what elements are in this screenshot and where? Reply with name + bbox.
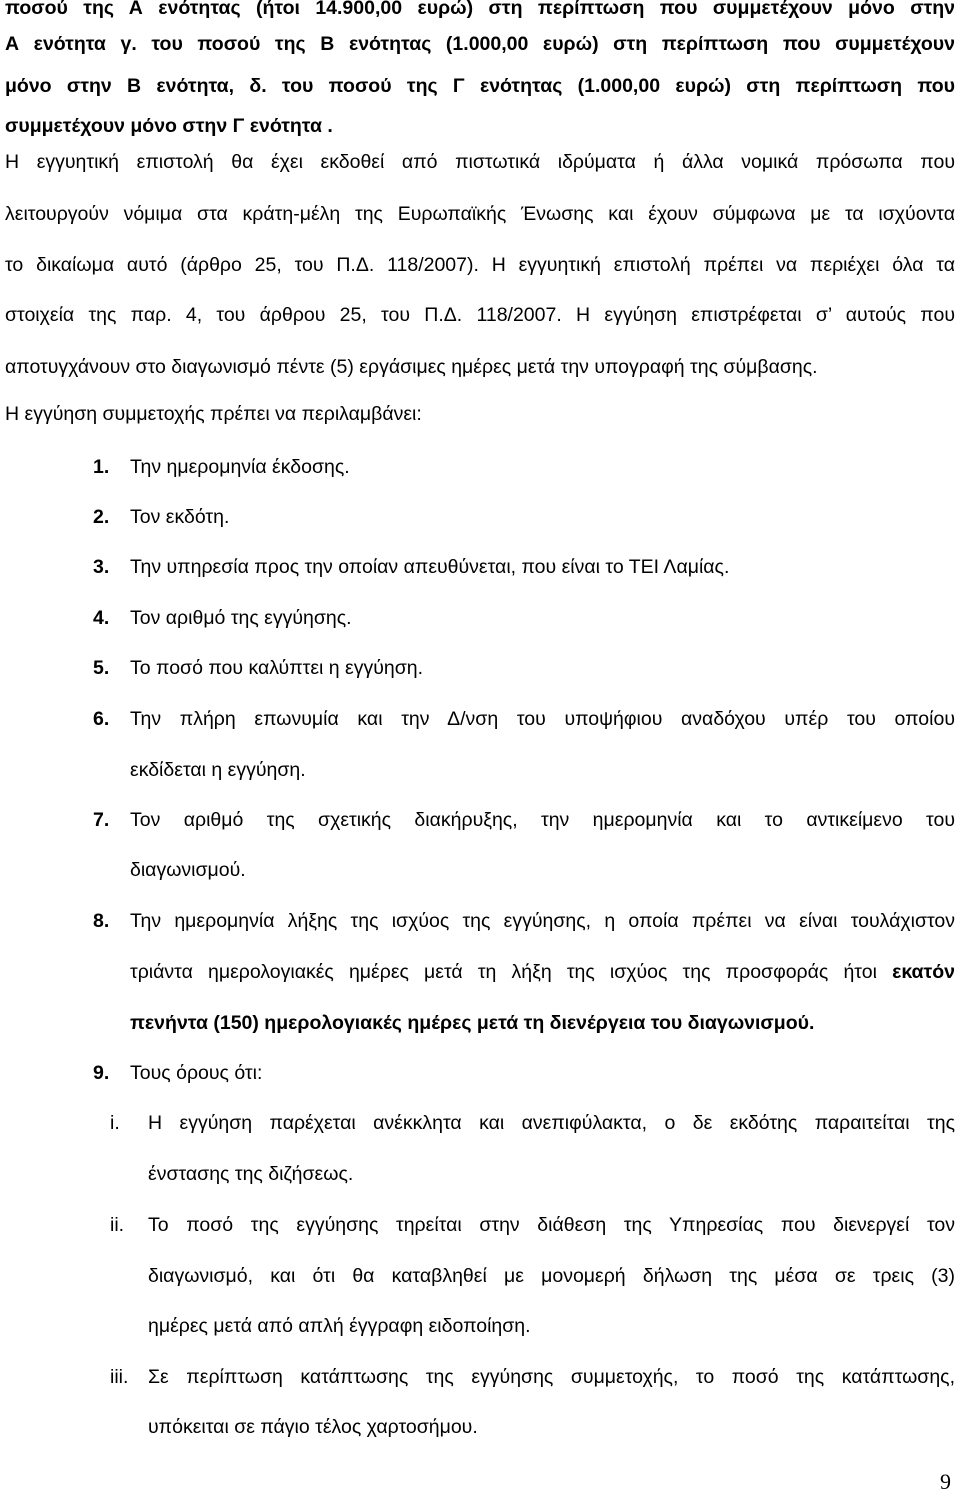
subitem-text: Η εγγύηση παρέχεται ανέκκλητα και ανεπιφύλακτα, ο δε εκδότης παραιτείται της <box>148 1112 955 1134</box>
list-item-text: Τον αριθμό της εγγύησης. <box>130 607 352 629</box>
list-item-text: Την ημερομηνία λήξης της ισχύος της εγγύησης, η οποία πρέπει να είναι τουλάχιστον <box>130 910 955 932</box>
opening-line-1: ποσού της Α ενότητας (ήτοι 14.900,00 ευρώ) στη περίπτωση που συμμετέχουν μόνο στην <box>5 0 955 19</box>
list-intro: Η εγγύηση συμμετοχής πρέπει να περιλαμβάνει: <box>5 403 422 425</box>
subitem-text: ημέρες μετά από απλή έγγραφη ειδοποίηση. <box>148 1315 531 1337</box>
subitem-text: Σε περίπτωση κατάπτωσης της εγγύησης συμμετοχής, το ποσό της κατάπτωσης, <box>148 1366 955 1388</box>
paragraph-line-3: το δικαίωμα αυτό (άρθρο 25, του Π.Δ. 118/2007). Η εγγυητική επιστολή πρέπει να περιέχει όλα τα <box>5 254 955 276</box>
item-number: 7. <box>93 809 110 831</box>
list-item-text: εκδίδεται η εγγύηση. <box>130 759 306 781</box>
list-item-text: Τον αριθμό της σχετικής διακήρυξης, την ημερομηνία και το αντικείμενο του <box>130 809 955 831</box>
item-number: 6. <box>93 708 110 730</box>
list-item-text: Την πλήρη επωνυμία και την Δ/νση του υποψήφιου αναδόχου υπέρ του οποίου <box>130 708 955 730</box>
item-number: 8. <box>93 910 110 932</box>
subitem-number: iii. <box>110 1366 129 1388</box>
item-number: 3. <box>93 556 110 578</box>
list-item-text-bold: πενήντα (150) ημερολογιακές ημέρες μετά τη διενέργεια του διαγωνισμού. <box>130 1012 815 1034</box>
item-number: 2. <box>93 506 110 528</box>
paragraph-line-5: αποτυγχάνουν στο διαγωνισμό πέντε (5) εργάσιμες ημέρες μετά την υπογραφή της σύμβασης. <box>5 356 818 378</box>
list-item-text: Την ημερομηνία έκδοσης. <box>130 456 350 478</box>
list-item-text: Το ποσό που καλύπτει η εγγύηση. <box>130 657 424 679</box>
opening-line-2: Α ενότητα γ. του ποσού της Β ενότητας (1.000,00 ευρώ) στη περίπτωση που συμμετέχουν <box>5 33 955 55</box>
page-number: 9 <box>940 1469 951 1494</box>
list-item-text: Τους όρους ότι: <box>130 1062 263 1084</box>
subitem-number: i. <box>110 1112 120 1134</box>
paragraph-line-2: λειτουργούν νόμιμα στα κράτη-μέλη της Ευρωπαϊκής Ένωσης και έχουν σύμφωνα με τα ισχύοντα <box>5 203 955 225</box>
subitem-text: ένστασης της διζήσεως. <box>148 1163 354 1185</box>
item-number: 4. <box>93 607 110 629</box>
opening-line-4: συμμετέχουν μόνο στην Γ ενότητα . <box>5 115 333 137</box>
subitem-text: διαγωνισμό, και ότι θα καταβληθεί με μονομερή δήλωση της μέσα σε τρεις (3) <box>148 1265 955 1287</box>
list-item-text: τριάντα ημερολογιακές ημέρες μετά τη λήξη της ισχύος της προσφοράς ήτοι εκατόν <box>130 961 955 983</box>
item-number: 9. <box>93 1062 110 1084</box>
paragraph-line-1: Η εγγυητική επιστολή θα έχει εκδοθεί από πιστωτικά ιδρύματα ή άλλα νομικά πρόσωπα που <box>5 151 955 173</box>
item-number: 1. <box>93 456 110 478</box>
subitem-text: Το ποσό της εγγύησης τηρείται στην διάθεση της Υπηρεσίας που διενεργεί τον <box>148 1214 955 1236</box>
list-item-text: Τον εκδότη. <box>130 506 230 528</box>
opening-line-3: μόνο στην Β ενότητα, δ. του ποσού της Γ ενότητας (1.000,00 ευρώ) στη περίπτωση που <box>5 75 955 97</box>
list-item-text: Την υπηρεσία προς την οποίαν απευθύνεται, που είναι το ΤΕΙ Λαμίας. <box>130 556 730 578</box>
subitem-number: ii. <box>110 1214 125 1236</box>
item-number: 5. <box>93 657 110 679</box>
subitem-text: υπόκειται σε πάγιο τέλος χαρτοσήμου. <box>148 1416 478 1438</box>
emphasis-text: εκατόν <box>892 961 955 983</box>
paragraph-line-4: στοιχεία της παρ. 4, του άρθρου 25, του Π.Δ. 118/2007. Η εγγύηση επιστρέφεται σ’ αυτούς που <box>5 304 955 326</box>
list-item-text: διαγωνισμού. <box>130 859 246 881</box>
